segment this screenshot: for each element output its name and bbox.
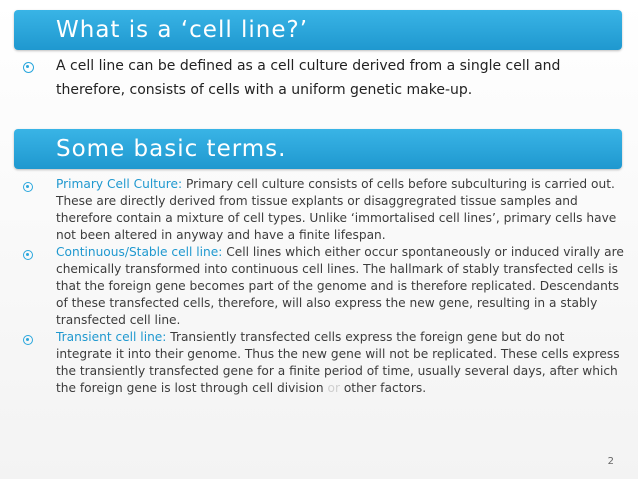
circle-bullet-icon: [23, 182, 33, 192]
term-name: Primary Cell Culture:: [56, 177, 183, 191]
page-number: 2: [607, 456, 614, 467]
term-item-continuous: [14, 244, 624, 329]
terms-list: [14, 176, 624, 397]
intro-block: [14, 54, 624, 102]
term-name: Continuous/Stable cell line:: [56, 245, 223, 259]
term-definition: Transiently transfected cells express the foreign gene but do not integrate it into their genome. Thus the new gene will not be replicated. These cells express the transiently transfected gene for a finite period of time, usually several days, after which the foreign gene is lost through cell division: [56, 330, 620, 395]
section-title: What is a ‘cell line?’: [56, 17, 309, 43]
section-title-bar: [14, 129, 622, 169]
term-item-primary: [14, 176, 624, 244]
term-definition: Cell lines which either occur spontaneously or induced virally are chemically transformed into continuous cell lines. The hallmark of stably transfected cells is that the foreign gene becomes part of the genome and is therefore replicated. Descendants of these transfected cells, therefore, will also express the new gene, resulting in a stably transfected cell line.: [56, 245, 624, 327]
term-definition-tail: other factors.: [339, 381, 427, 395]
section-title: Some basic terms.: [56, 136, 287, 162]
intro-bullet-item: [14, 54, 624, 102]
circle-bullet-icon: [23, 250, 33, 260]
term-definition: Primary cell culture consists of cells before subculturing is carried out. These are directly derived from tissue explants or disaggregrated tissue samples and therefore contain a mixture of cell types. Unlike ‘immortalised cell lines’, primary cells have not been altered in anyway and have a finite lifespan.: [56, 177, 617, 242]
term-name: Transient cell line:: [56, 330, 167, 344]
circle-bullet-icon: [23, 335, 33, 345]
faded-text: or: [323, 381, 340, 395]
circle-bullet-icon: [23, 62, 34, 73]
intro-text: A cell line can be defined as a cell culture derived from a single cell and therefore, consists of cells with a uniform genetic make-up.: [56, 58, 561, 98]
section-title-bar: [14, 10, 622, 50]
term-item-transient: [14, 329, 624, 397]
